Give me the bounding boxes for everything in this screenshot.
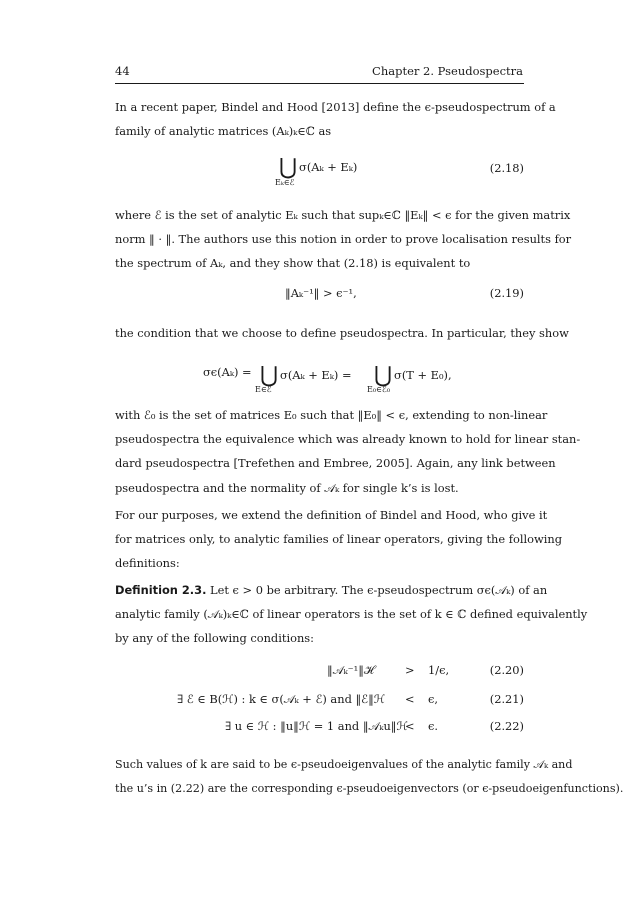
paragraph-intro bbox=[115, 95, 556, 143]
text-line: family of analytic matrices (Aₖ)ₖ∈ℂ as bbox=[115, 124, 332, 139]
equation-number: (2.22) bbox=[489, 719, 524, 733]
condition-relation: > bbox=[405, 663, 415, 677]
union-symbol: ⋃ bbox=[374, 363, 393, 388]
text-line: with ℰ₀ is the set of matrices E₀ such that ‖E₀‖ < ϵ, extending to non-linear bbox=[115, 408, 548, 422]
equation-number: (2.19) bbox=[489, 286, 524, 300]
paragraph-condition bbox=[115, 321, 569, 345]
equation-2-18 bbox=[115, 152, 524, 188]
text-line: the condition that we choose to define pseudospectra. In particular, they show bbox=[115, 326, 569, 340]
text-line: definitions: bbox=[115, 556, 180, 571]
condition-2-20 bbox=[115, 663, 524, 685]
condition-relation: < bbox=[405, 719, 415, 733]
equation-subscript: Eₖ∈ℰ bbox=[275, 178, 295, 187]
condition-2-21 bbox=[115, 692, 524, 714]
text-line: the spectrum of Aₖ, and they show that (2.18) is equivalent to bbox=[115, 256, 471, 271]
text-line: Such values of k are said to be ϵ-pseudoeigenvalues of the analytic family 𝒜ₖ and bbox=[115, 758, 573, 771]
condition-lhs: ‖𝒜ₖ⁻¹‖ℋ bbox=[327, 663, 375, 677]
text-line: Definition 2.3. Let ϵ > 0 be arbitrary. The ϵ-pseudospectrum σϵ(𝒜ₖ) of an bbox=[115, 583, 548, 597]
text-line: where ℰ is the set of analytic Eₖ such that supₖ∈ℂ ‖Eₖ‖ < ϵ for the given matrix bbox=[115, 208, 571, 222]
paragraph-equivalence bbox=[115, 403, 581, 500]
paragraph-definition-context bbox=[115, 203, 572, 276]
equation-number: (2.18) bbox=[489, 161, 524, 175]
text-line: by any of the following conditions: bbox=[115, 631, 314, 646]
equation-lhs: σϵ(Aₖ) = bbox=[203, 365, 252, 379]
equation-subscript: E∈ℰ bbox=[255, 385, 272, 394]
condition-rhs: ϵ, bbox=[428, 692, 439, 706]
union-symbol: ⋃ bbox=[279, 155, 298, 180]
definition-2-3 bbox=[115, 578, 588, 651]
union-symbol: ⋃ bbox=[260, 363, 279, 388]
condition-lhs: ∃ ℰ ∈ B(ℋ) : k ∈ σ(𝒜ₖ + ℰ) and ‖ℰ‖ℋ bbox=[177, 692, 386, 706]
text-line: analytic family (𝒜ₖ)ₖ∈ℂ of linear operators is the set of k ∈ ℂ defined equivalently bbox=[115, 607, 588, 622]
text-line: the u’s in (2.22) are the corresponding ϵ-pseudoeigenvectors (or ϵ-pseudoeigenfunctions). bbox=[115, 782, 624, 796]
equation-body: ‖Aₖ⁻¹‖ > ϵ⁻¹, bbox=[285, 286, 357, 300]
equation-middle: ⋃ σ(Aₖ + Eₖ) = bbox=[260, 363, 352, 388]
running-title: Chapter 2. Pseudospectra bbox=[372, 64, 523, 78]
text-line: for matrices only, to analytic families of linear operators, giving the following bbox=[115, 532, 562, 547]
paragraph-pseudoeigenvalues bbox=[115, 753, 624, 801]
condition-rhs: ϵ. bbox=[428, 719, 439, 733]
page-number: 44 bbox=[115, 64, 130, 78]
equation-number: (2.21) bbox=[489, 692, 524, 706]
text-line: dard pseudospectra [Trefethen and Embree, 2005]. Again, any link between bbox=[115, 456, 556, 471]
equation-2-19 bbox=[115, 284, 524, 320]
paragraph-extension bbox=[115, 503, 562, 576]
text-line: In a recent paper, Bindel and Hood [2013] define the ϵ-pseudospectrum of a bbox=[115, 100, 556, 114]
text-line: pseudospectra and the normality of 𝒜ₖ for single k’s is lost. bbox=[115, 480, 459, 495]
text-line: norm ‖ · ‖. The authors use this notion in order to prove localisation results for bbox=[115, 232, 572, 247]
condition-lhs: ∃ u ∈ ℋ : ‖u‖ℋ = 1 and ‖𝒜ₖu‖ℋ bbox=[225, 719, 408, 733]
equation-body: ⋃ σ(Aₖ + Eₖ) bbox=[279, 155, 358, 180]
condition-relation: < bbox=[405, 692, 415, 706]
equation-rhs: ⋃ σ(T + E₀), bbox=[374, 363, 452, 388]
equation-pseudospectrum-union bbox=[115, 360, 524, 396]
equation-subscript: E₀∈ℰ₀ bbox=[367, 385, 391, 394]
condition-2-22 bbox=[115, 719, 524, 741]
text-line: For our purposes, we extend the definition of Bindel and Hood, who give it bbox=[115, 508, 548, 522]
equation-number: (2.20) bbox=[489, 663, 524, 677]
header-rule bbox=[115, 83, 524, 84]
condition-rhs: 1/ϵ, bbox=[428, 663, 450, 677]
text-line: pseudospectra the equivalence which was already known to hold for linear stan- bbox=[115, 432, 581, 447]
definition-title: Definition 2.3. bbox=[115, 583, 207, 597]
